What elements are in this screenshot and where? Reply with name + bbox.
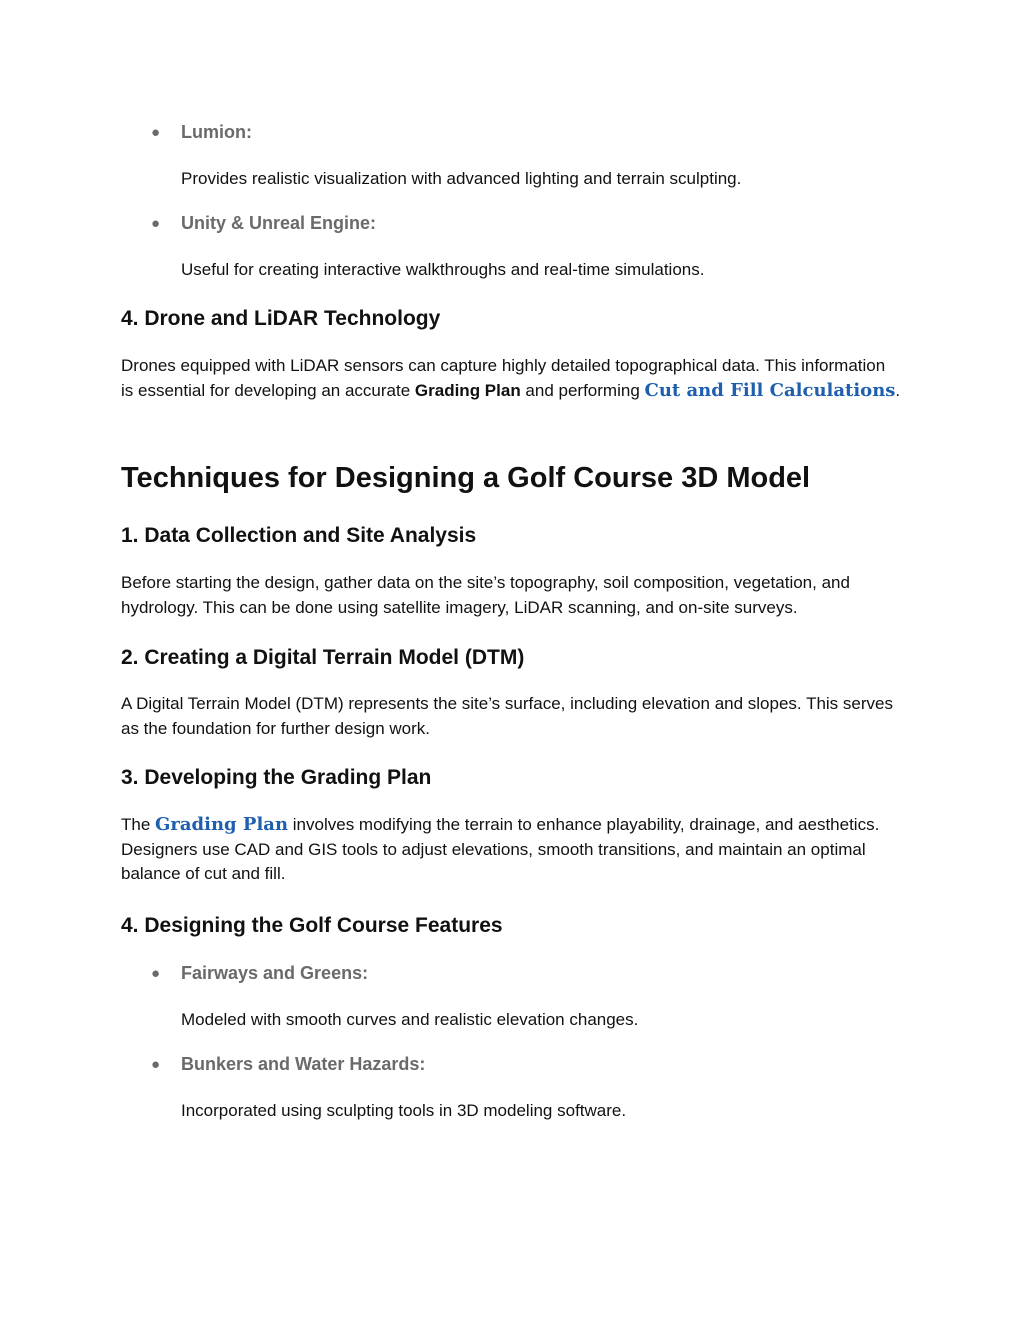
bullet-icon: ● <box>151 965 161 982</box>
grading-text-pre: The <box>121 815 156 834</box>
bullet-desc-fairways: Modeled with smooth curves and realistic elevation changes. <box>181 1010 639 1029</box>
grading-text-post: involves modifying the terrain to enhance playability, drainage, and aesthetics. Designers use CAD and GIS tools to adjust elevations, smooth transitions, and maintain an optimal balance of cut and fill. <box>121 815 880 883</box>
drone-paragraph <box>121 354 901 403</box>
bullet-label-fairways: Fairways and Greens: <box>181 963 369 983</box>
bullet-desc-lumion: Provides realistic visualization with advanced lighting and terrain sculpting. <box>181 169 742 188</box>
section-heading-features: 4. Designing the Golf Course Features <box>121 914 503 937</box>
section-heading-dtm: 2. Creating a Digital Terrain Model (DTM) <box>121 646 525 669</box>
drone-text-2: and performing <box>520 380 645 400</box>
grading-plan-bold: Grading Plan <box>414 380 521 400</box>
section-heading-drone-lidar: 4. Drone and LiDAR Technology <box>121 307 441 330</box>
cut-and-fill-link[interactable]: Cut and Fill Calculations <box>644 379 896 401</box>
grading-plan-paragraph <box>121 813 881 887</box>
bullet-label-lumion: Lumion: <box>181 122 252 142</box>
bullet-desc-unity-unreal: Useful for creating interactive walkthroughs and real-time simulations. <box>181 260 705 279</box>
data-collection-paragraph: Before starting the design, gather data on the site’s topography, soil composition, vegetation, and hydrology. This can be done using satellite imagery, LiDAR scanning, and on-site surveys. <box>121 573 850 617</box>
bullet-desc-bunkers: Incorporated using sculpting tools in 3D modeling software. <box>181 1101 627 1120</box>
bullet-icon: ● <box>151 215 161 232</box>
bullet-label-bunkers: Bunkers and Water Hazards: <box>181 1054 426 1074</box>
bullet-label-unity-unreal: Unity & Unreal Engine: <box>181 213 377 233</box>
section-heading-grading-plan: 3. Developing the Grading Plan <box>121 766 432 789</box>
grading-plan-link[interactable]: Grading Plan <box>155 814 289 835</box>
section-heading-data-collection: 1. Data Collection and Site Analysis <box>121 524 477 547</box>
page-title: Techniques for Designing a Golf Course 3D Model <box>121 462 811 494</box>
dtm-paragraph: A Digital Terrain Model (DTM) represents the site’s surface, including elevation and slopes. This serves as the foundation for further design work. <box>121 694 893 738</box>
drone-text-1: Drones equipped with LiDAR sensors can capture highly detailed topographical data. This information is essential for developing an accurate <box>121 356 886 400</box>
bullet-icon: ● <box>151 124 161 141</box>
drone-text-3: . <box>895 380 901 400</box>
bullet-icon: ● <box>151 1056 161 1073</box>
